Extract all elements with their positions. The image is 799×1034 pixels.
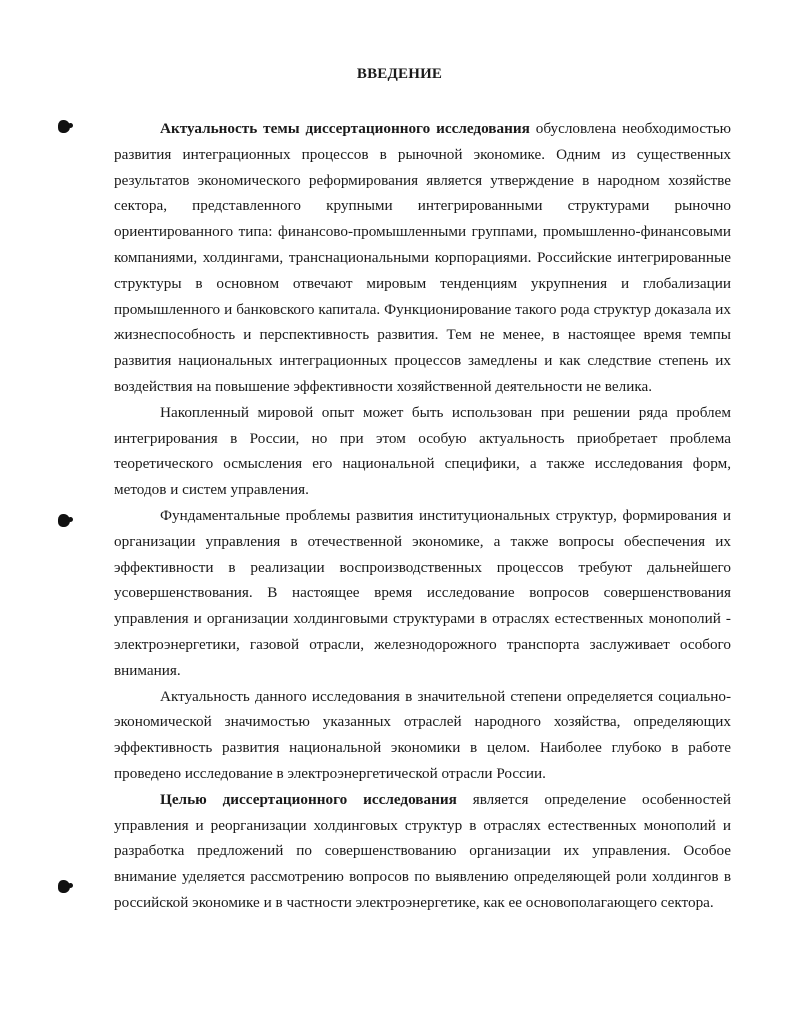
paragraph-research-goal-text: является определение особенностей управления и реорганизации холдинговых структур в отраслях естественных монополий и разработка предложений по совершенствованию организации их управления. Особое внимание уделяется рассмотрению вопросов по выявлению определяющей роли холдингов в российской экономике и в частности электроэнергетике, как ее основополагающего сектора. [114,790,731,911]
paragraph-relevance-text: обусловлена необходимостью развития интеграционных процессов в рыночной экономике. Одним из существенных результатов экономического реформирования является утверждение в народном хозяйстве сектора, представленного крупными интегрированными структурами рыночно ориентированного типа: финансово-промышленными группами, промышленно-финансовыми компаниями, холдингами, транснациональными корпорациями. Российские интегрированные структуры в основном отвечают мировым тенденциям укрупнения и глобализации промышленного и банковского капитала. Функционирование такого рода структур доказала их жизнеспособность и перспективность развития. Тем не менее, в настоящее время темпы развития национальных интеграционных процессов замедлены и как следствие степень их воздействия на повышение эффективности хозяйственной деятельности не велика. [114,120,732,395]
page-title: ВВЕДЕНИЕ [356,66,443,82]
paragraph-research-goal-lead: Целью диссертационного исследования [160,790,457,808]
paragraph-relevance-lead: Актуальность темы диссертационного исследования [160,120,530,137]
punch-hole-mark-top [58,120,70,133]
body-text [114,116,731,916]
paragraph-significance [114,684,731,787]
paragraph-world-experience [114,400,731,503]
paragraph-relevance [114,116,731,400]
paragraph-fundamental-problems [114,503,731,684]
paragraph-research-goal [114,787,731,916]
punch-hole-mark-middle [58,514,70,527]
punch-hole-mark-bottom [58,880,70,893]
paragraph-world-experience-text: Накопленный мировой опыт может быть использован при решении ряда проблем интегрирования в России, но при этом особую актуальность приобретает проблема теоретического осмысления его национальной специфики, а также исследования форм, методов и систем управления. [114,403,731,499]
paragraph-significance-text: Актуальность данного исследования в значительной степени определяется социально-экономической значимостью указанных отраслей народного хозяйства, определяющих эффективность развития национальной экономики в целом. Наиболее глубоко в работе проведено исследование в электроэнергетической отрасли России. [114,687,731,782]
paragraph-fundamental-problems-text: Фундаментальные проблемы развития институциональных структур, формирования и организации управления в отечественной экономике, а также вопросы обеспечения их эффективности в реализации воспроизводственных процессов требуют дальнейшего усовершенствования. В настоящее время исследование вопросов совершенствования управления и организации холдинговыми структурами в отраслях естественных монополий - электроэнергетики, газовой отрасли, железнодорожного транспорта заслуживает особого внимания. [114,506,731,679]
